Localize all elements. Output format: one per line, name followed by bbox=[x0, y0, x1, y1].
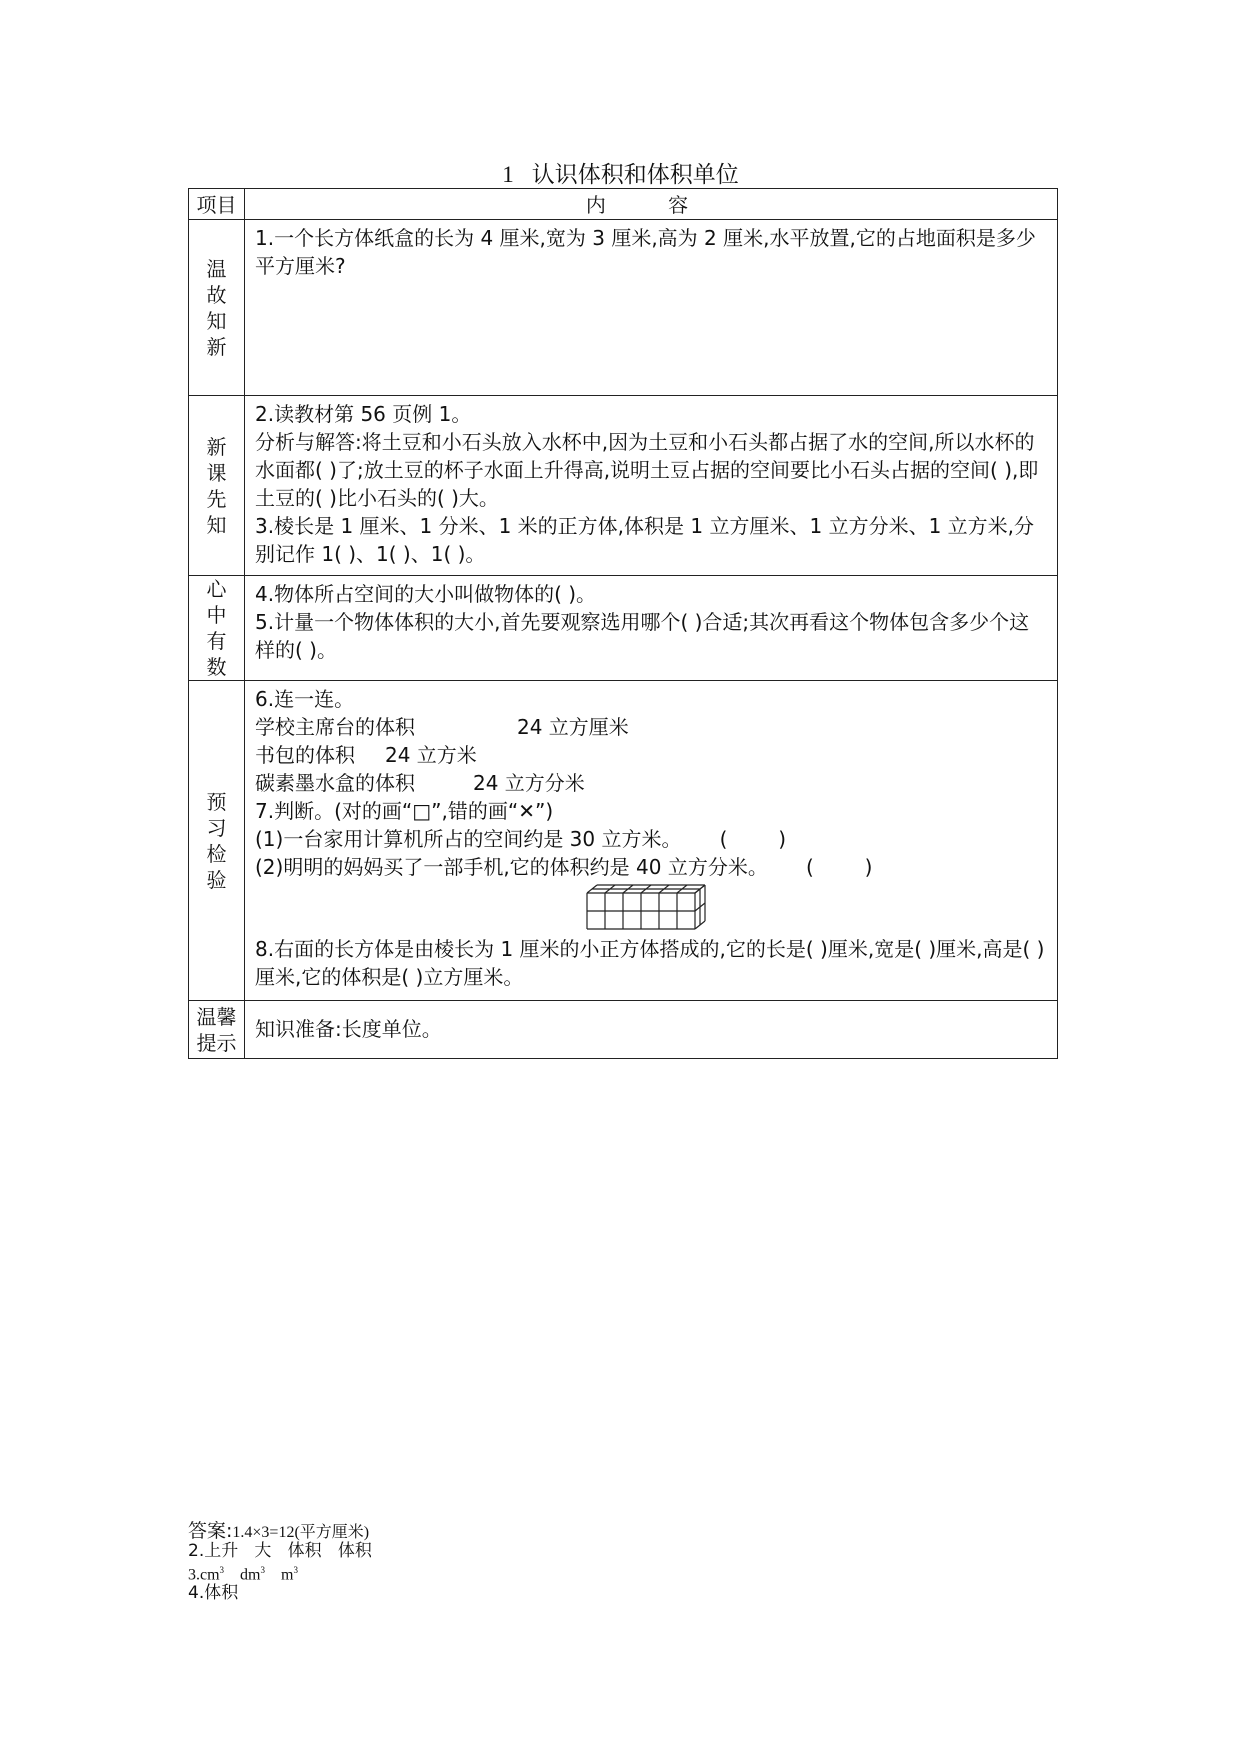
worksheet-table bbox=[188, 188, 1058, 1059]
section-content-preview bbox=[245, 396, 1058, 576]
header-project: 项目 bbox=[189, 189, 245, 220]
section-preview bbox=[189, 396, 1058, 576]
section-label-summary: 心 中 有 数 bbox=[189, 576, 245, 681]
section-label-review: 温 故 知 新 bbox=[189, 220, 245, 396]
answer-key bbox=[188, 1522, 372, 1603]
question-5: 5.计量一个物体体积的大小,首先要观察选用哪个( )合适;其次再看这个物体包含多少个这样的( )。 bbox=[255, 610, 1030, 662]
tip-text: 知识准备:长度单位。 bbox=[255, 1017, 442, 1041]
match-row bbox=[255, 713, 1047, 741]
match-row bbox=[255, 769, 1047, 797]
question-8: 8.右面的长方体是由棱长为 1 厘米的小正方体搭成的,它的长是( )厘米,宽是( )厘米,高是( )厘米,它的体积是( )立方厘米。 bbox=[255, 937, 1045, 989]
question-2-analysis: 分析与解答:将土豆和小石头放入水杯中,因为土豆和小石头都占据了水的空间,所以水杯的水面都( )了;放土豆的杯子水面上升得高,说明土豆占据的空间要比小石头占据的空间( ),即土豆的( )比小石头的( )大。 bbox=[255, 430, 1039, 510]
match-left: 碳素墨水盒的体积 bbox=[255, 771, 415, 795]
title-number: 1 bbox=[502, 162, 514, 187]
section-content-review bbox=[245, 220, 1058, 396]
section-content-check bbox=[245, 681, 1058, 1001]
section-tip bbox=[189, 1001, 1058, 1059]
section-label-tip: 温馨 提示 bbox=[189, 1001, 245, 1059]
section-summary bbox=[189, 576, 1058, 681]
header-content: 内 容 bbox=[245, 189, 1058, 220]
question-7-item: (1)一台家用计算机所占的空间约是 30 立方米。 ( ) bbox=[255, 827, 787, 851]
section-check bbox=[189, 681, 1058, 1001]
question-3: 3.棱长是 1 厘米、1 分米、1 米的正方体,体积是 1 立方厘米、1 立方分米、1 立方米,分别记作 1( )、1( )、1( )。 bbox=[255, 514, 1035, 566]
match-right: 24 立方米 bbox=[385, 743, 477, 767]
answer-line-2: 2.上升 大 体积 体积 bbox=[188, 1541, 372, 1561]
question-7: 7.判断。(对的画“□”,错的画“✕”) bbox=[255, 799, 554, 823]
match-right: 24 立方厘米 bbox=[517, 715, 629, 739]
match-left: 学校主席台的体积 bbox=[255, 715, 415, 739]
answer-heading: 答案: bbox=[188, 1520, 233, 1542]
cuboid-figure bbox=[585, 883, 715, 935]
section-label-preview: 新 课 先 知 bbox=[189, 396, 245, 576]
page-title bbox=[0, 156, 1241, 189]
section-content-summary bbox=[245, 576, 1058, 681]
question-6: 6.连一连。 bbox=[255, 687, 355, 711]
cuboid-figure-wrap bbox=[255, 881, 1047, 935]
section-review bbox=[189, 220, 1058, 396]
table-header-row bbox=[189, 189, 1058, 220]
question-1: 1.一个长方体纸盒的长为 4 厘米,宽为 3 厘米,高为 2 厘米,水平放置,它的占地面积是多少平方厘米? bbox=[255, 226, 1036, 278]
answer-line-4: 4.体积 bbox=[188, 1583, 239, 1604]
question-4: 4.物体所占空间的大小叫做物体的( )。 bbox=[255, 582, 597, 606]
match-right: 24 立方分米 bbox=[473, 771, 585, 795]
answer-line-1: 1.4×3=12(平方厘米) bbox=[232, 1524, 370, 1541]
question-7-item: (2)明明的妈妈买了一部手机,它的体积约是 40 立方分米。 ( ) bbox=[255, 855, 873, 879]
match-row bbox=[255, 741, 1047, 769]
match-left: 书包的体积 bbox=[255, 743, 355, 767]
section-content-tip bbox=[245, 1001, 1058, 1059]
title-text: 认识体积和体积单位 bbox=[531, 162, 739, 188]
section-label-check: 预 习 检 验 bbox=[189, 681, 245, 1001]
question-2: 2.读教材第 56 页例 1。 bbox=[255, 402, 472, 426]
answer-line-3: $3.cm^3$ $dm^3$ $m^3$ bbox=[188, 1565, 298, 1584]
